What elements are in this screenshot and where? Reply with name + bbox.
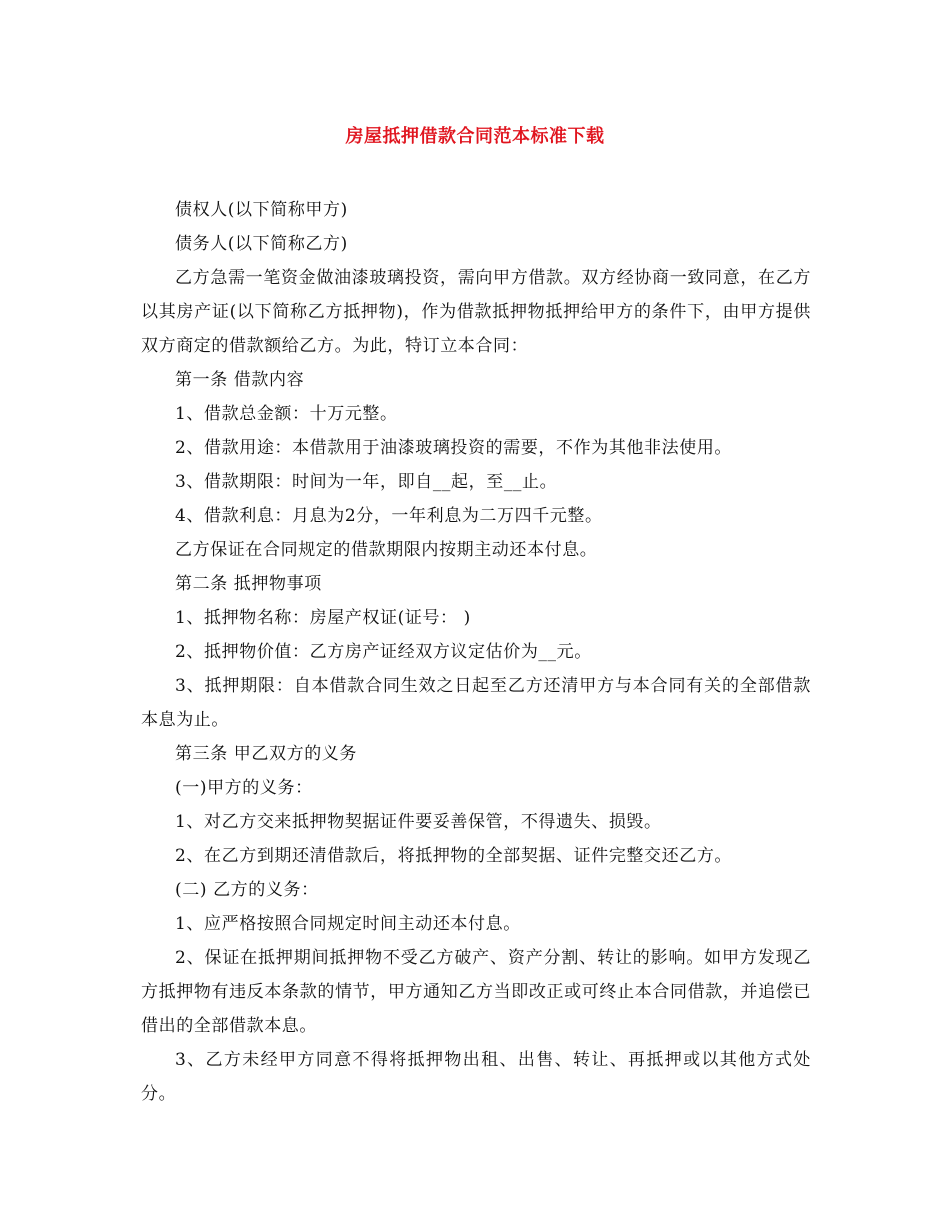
paragraph: 2、在乙方到期还清借款后，将抵押物的全部契据、证件完整交还乙方。	[175, 846, 733, 866]
section-heading-2: 第二条 抵押物事项	[175, 574, 322, 594]
paragraph: 3、抵押期限：自本借款合同生效之日起至乙方还清甲方与本合同有关的全部借款本息为止。	[141, 676, 811, 730]
paragraph-preamble: 乙方急需一笔资金做油漆玻璃投资，需向甲方借款。双方经协商一致同意，在乙方以其房产证(以下简称乙方抵押物)，作为借款抵押物抵押给甲方的条件下，由甲方提供双方商定的借款额给乙方。为此，特订立本合同：	[141, 268, 811, 356]
subsection-heading: (一)甲方的义务：	[175, 778, 313, 798]
paragraph: 2、保证在抵押期间抵押物不受乙方破产、资产分割、转让的影响。如甲方发现乙方抵押物有违反本条款的情节，甲方通知乙方当即改正或可终止本合同借款，并追偿已借出的全部借款本息。	[141, 948, 811, 1036]
document-body	[141, 193, 811, 1111]
paragraph: 乙方保证在合同规定的借款期限内按期主动还本付息。	[175, 540, 598, 560]
paragraph: 3、乙方未经甲方同意不得将抵押物出租、出售、转让、再抵押或以其他方式处分。	[141, 1050, 811, 1104]
paragraph-debtor: 债务人(以下简称乙方)	[175, 234, 348, 254]
paragraph-creditor: 债权人(以下简称甲方)	[175, 200, 348, 220]
paragraph: 1、抵押物名称：房屋产权证(证号： )	[175, 608, 471, 628]
section-heading-3: 第三条 甲乙双方的义务	[175, 744, 358, 764]
section-heading-1: 第一条 借款内容	[175, 370, 305, 390]
paragraph: 3、借款期限：时间为一年，即自__起，至__止。	[175, 472, 558, 492]
paragraph: 2、抵押物价值：乙方房产证经双方议定估价为__元。	[175, 642, 592, 662]
paragraph: 1、借款总金额：十万元整。	[175, 404, 398, 424]
subsection-heading: (二) 乙方的义务：	[175, 880, 319, 900]
paragraph: 2、借款用途：本借款用于油漆玻璃投资的需要，不作为其他非法使用。	[175, 438, 733, 458]
paragraph: 1、应严格按照合同规定时间主动还本付息。	[175, 914, 521, 934]
paragraph: 4、借款利息：月息为2分，一年利息为二万四千元整。	[175, 506, 603, 526]
document-title: 房屋抵押借款合同范本标准下载	[345, 126, 605, 147]
paragraph: 1、对乙方交来抵押物契据证件要妥善保管，不得遗失、损毁。	[175, 812, 662, 832]
